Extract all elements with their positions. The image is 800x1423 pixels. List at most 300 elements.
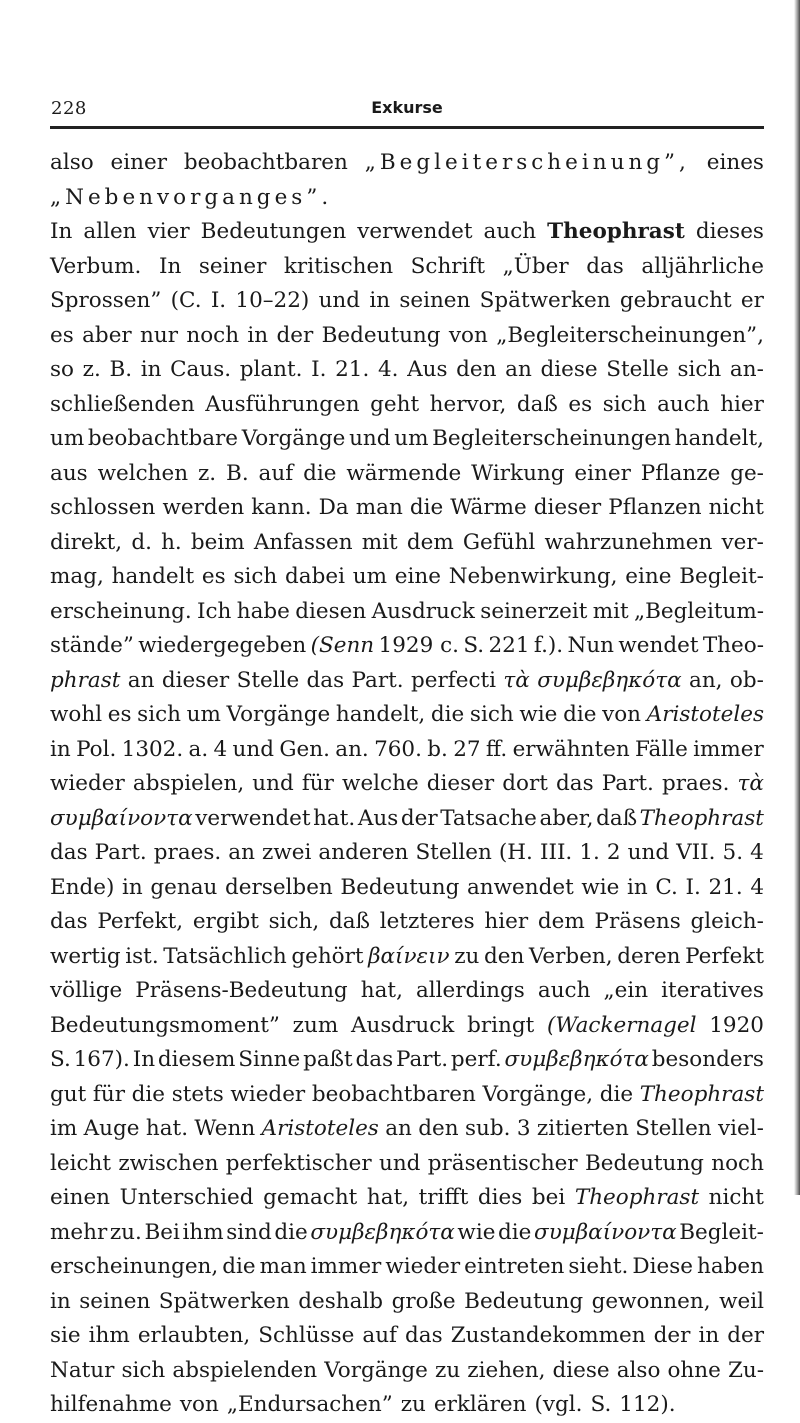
word: Aus <box>407 357 448 382</box>
word: Wenn <box>194 1116 256 1141</box>
word: schlossen <box>50 495 156 520</box>
word: (H. <box>498 840 533 865</box>
word: auch <box>483 219 537 244</box>
word: den <box>418 1116 459 1141</box>
word: Sprossen” <box>50 288 162 313</box>
word: 10–22) <box>235 288 310 313</box>
word: S. <box>50 1047 71 1072</box>
word: die <box>498 1219 532 1245</box>
word: Ausdruck <box>371 598 475 624</box>
body-text <box>50 146 764 1423</box>
word: Präsens <box>594 909 681 934</box>
word: gehört <box>291 943 364 969</box>
word: ihm <box>88 1323 130 1348</box>
word: haben <box>697 1254 764 1279</box>
word: und <box>232 736 274 762</box>
word: paßt <box>303 1047 353 1072</box>
word: erlaubten, <box>137 1323 251 1348</box>
text-line <box>50 146 764 181</box>
word: perf. <box>450 1047 502 1072</box>
word: in <box>369 288 391 313</box>
word: praes. <box>153 840 222 865</box>
word: ergibt <box>192 909 259 934</box>
word: seiner <box>198 253 267 279</box>
word: es <box>107 702 132 727</box>
word: aber <box>82 322 132 348</box>
word: 4 <box>750 840 764 865</box>
word: 3 <box>516 1116 531 1141</box>
word: Aristoteles <box>261 1116 379 1141</box>
word: S. <box>590 1392 612 1417</box>
word: nur <box>140 322 179 348</box>
word: die <box>409 495 444 520</box>
word: sie <box>50 1323 81 1348</box>
word: in <box>247 322 269 348</box>
word: beim <box>190 529 245 555</box>
word: er <box>740 288 764 313</box>
word: wieder <box>230 1081 306 1107</box>
word: zu <box>400 1392 426 1417</box>
text-line <box>50 595 764 630</box>
word: praes. <box>661 771 730 796</box>
word: seinen <box>399 288 471 313</box>
word: dabei <box>285 564 345 589</box>
word: d. <box>131 529 152 555</box>
page-number: 228 <box>51 98 87 119</box>
word: h. <box>161 529 182 555</box>
word: der <box>276 322 314 348</box>
word: z. <box>197 460 217 486</box>
word: das <box>586 253 624 279</box>
word: I. <box>210 288 227 313</box>
word: deshalb <box>298 1288 384 1314</box>
word: 21. <box>708 874 743 900</box>
word: VII. <box>676 840 716 865</box>
word: Vorgänge <box>324 1357 428 1383</box>
word: den <box>483 943 525 969</box>
word: gewonnen, <box>591 1288 711 1314</box>
word: das <box>355 1047 394 1072</box>
word: deren <box>617 943 681 969</box>
word: das <box>50 909 88 934</box>
text-line <box>50 733 764 768</box>
text-line <box>50 1250 764 1285</box>
word: also <box>50 150 94 175</box>
word: die <box>274 1219 308 1245</box>
word: seinen <box>79 1288 151 1314</box>
word: Theophrast <box>547 219 685 244</box>
word: es <box>201 564 226 589</box>
word: an <box>228 840 255 865</box>
word: συμβαίνοντα <box>534 1219 677 1245</box>
word: es <box>50 322 74 348</box>
word: kritischen <box>283 253 394 279</box>
word: συμβεβηκότα <box>504 1047 649 1072</box>
word: f.). <box>533 633 564 658</box>
word: Theophrast <box>574 1185 700 1210</box>
word: Zu- <box>727 1357 764 1383</box>
word: direkt, <box>50 529 123 555</box>
word: allerdings <box>415 978 525 1003</box>
word: mag, <box>50 564 104 589</box>
word: Begleit- <box>679 564 764 589</box>
text-line <box>50 1112 764 1147</box>
word: „Begleitum- <box>633 598 764 624</box>
text-line <box>50 836 764 871</box>
word: wohl <box>50 702 103 727</box>
word: Ich <box>197 598 232 624</box>
word: Verben, <box>528 943 613 969</box>
word: abspielenden <box>172 1357 318 1383</box>
word: anwendet <box>466 874 574 900</box>
word: 21. <box>335 357 370 382</box>
word: erklären <box>433 1392 527 1417</box>
word: „ein <box>603 978 649 1003</box>
text-line <box>50 1181 764 1216</box>
word: Fälle <box>635 736 688 762</box>
word: so <box>50 357 74 382</box>
text-line <box>50 1285 764 1320</box>
word: zwischen <box>118 1150 219 1176</box>
word: nicht <box>708 495 764 520</box>
word: zum <box>292 1012 339 1038</box>
word: um <box>394 426 429 451</box>
word: die <box>563 702 597 727</box>
word: C. <box>655 874 678 900</box>
word: habe <box>236 598 290 624</box>
word: Pflanzen <box>608 495 702 520</box>
word: 1929 c. <box>378 633 459 658</box>
word: handelt, <box>674 426 764 451</box>
word: werden <box>162 495 245 520</box>
text-line <box>50 181 764 216</box>
word: aus <box>50 460 88 486</box>
word: 1920 <box>709 1012 764 1038</box>
word: mit <box>361 529 398 555</box>
word: 760. <box>374 736 422 762</box>
word: „Begleiterscheinungen”, <box>496 322 764 348</box>
word: phrast <box>50 667 121 693</box>
word: Bedeutungsmoment” <box>50 1012 280 1038</box>
word: diesem <box>157 1047 236 1072</box>
word: zu <box>454 943 480 969</box>
word: wieder <box>385 1254 461 1279</box>
word: welchen <box>97 460 189 486</box>
word: τὰ <box>737 771 764 796</box>
text-line <box>50 664 764 699</box>
word: immer <box>310 1254 382 1279</box>
word: (vgl. <box>534 1392 583 1417</box>
word: diese <box>540 357 598 382</box>
word: dieser <box>161 667 230 693</box>
word: Zustandekommen <box>450 1323 646 1348</box>
word: diesen <box>295 598 367 624</box>
word: für <box>92 1081 125 1107</box>
word: Part. <box>94 840 147 865</box>
word: sich <box>677 357 722 382</box>
word: große <box>391 1288 456 1314</box>
text-line <box>50 1147 764 1182</box>
word: in <box>627 874 648 900</box>
word: (Wackernagel <box>546 1012 697 1038</box>
word: schließenden <box>50 391 195 417</box>
text-line <box>50 319 764 354</box>
word: die <box>599 1081 634 1107</box>
word: zu <box>435 1357 461 1383</box>
word: wie <box>581 874 620 900</box>
word: In <box>50 219 73 244</box>
word: der <box>653 1323 691 1348</box>
word: Vorgänge <box>226 702 331 727</box>
word: gleich- <box>690 909 764 934</box>
word: auch <box>657 391 710 417</box>
word: Verbum. <box>50 253 142 279</box>
word: 221 <box>488 633 530 658</box>
word: Gen. <box>279 736 330 762</box>
text-line <box>50 905 764 940</box>
word: „Nebenvorganges”. <box>50 184 333 210</box>
word: Stelle <box>236 667 300 693</box>
word: zu. <box>109 1219 142 1245</box>
word: I. <box>685 874 701 900</box>
word: hat. <box>145 1116 189 1141</box>
word: Part. <box>601 771 654 796</box>
word: man <box>355 495 403 520</box>
header-rule <box>50 126 764 129</box>
word: hier <box>720 391 764 417</box>
word: das <box>50 840 88 865</box>
word: iteratives <box>661 978 764 1003</box>
word: sich, <box>268 909 320 934</box>
word: mit <box>592 598 629 624</box>
word: Nebenwirkung, <box>448 564 618 589</box>
word: „Über <box>502 253 569 279</box>
word: Begleiterscheinungen <box>432 426 671 451</box>
word: Nun <box>567 633 615 658</box>
word: im <box>50 1116 78 1141</box>
word: einer <box>574 460 631 486</box>
word: von <box>602 702 642 727</box>
word: dieser <box>533 495 602 520</box>
word: an- <box>729 357 764 382</box>
word: und <box>252 771 294 796</box>
word: 2 <box>606 840 621 865</box>
word: 27 <box>453 736 481 762</box>
word: in <box>140 357 162 382</box>
text-line <box>50 802 764 837</box>
word: eines <box>706 150 764 175</box>
word: B. <box>226 460 249 486</box>
word: In <box>158 253 182 279</box>
text-line <box>50 940 764 975</box>
text-line <box>50 526 764 561</box>
word: hat, <box>360 978 403 1003</box>
word: hilfenahme <box>50 1392 172 1417</box>
word: weil <box>719 1288 764 1314</box>
word: Stelle <box>606 357 669 382</box>
word: ist. <box>125 943 159 969</box>
text-line <box>50 491 764 526</box>
text-line <box>50 422 764 457</box>
text-line <box>50 767 764 802</box>
word: S. <box>463 633 485 658</box>
word: Pol. <box>76 736 117 762</box>
word: Tatsächlich <box>163 943 287 969</box>
word: sich <box>137 702 181 727</box>
word: aber, <box>539 805 594 831</box>
word: an <box>127 667 155 693</box>
text-line <box>50 1354 764 1389</box>
word: immer <box>693 736 764 762</box>
word: Bedeutung <box>584 1150 704 1176</box>
word: an <box>385 1116 412 1141</box>
word: 4 <box>750 874 764 900</box>
word: sich <box>233 564 278 589</box>
word: gebraucht <box>619 288 732 313</box>
word: sieht. <box>568 1254 629 1279</box>
word: eine <box>625 564 672 589</box>
word: anderen <box>318 840 409 865</box>
word: ver- <box>721 529 764 555</box>
word: einer <box>110 150 167 175</box>
word: dem <box>406 529 454 555</box>
word: ihm <box>182 1219 224 1245</box>
text-line <box>50 215 764 250</box>
word: 1302. <box>121 736 184 762</box>
word: an. <box>335 736 369 762</box>
word: dieses <box>695 219 764 244</box>
word: Bedeutung <box>340 874 460 900</box>
word: und <box>349 426 391 451</box>
word: Bei <box>144 1219 180 1245</box>
word: συμβεβηκότα <box>310 1219 455 1245</box>
word: abspielen, <box>132 771 245 796</box>
word: von <box>179 1392 219 1417</box>
word: welche <box>342 771 419 796</box>
word: in <box>698 1323 720 1348</box>
word: perfecti <box>411 667 497 693</box>
word: συμβεβηκότα <box>537 667 682 693</box>
word: stets <box>171 1081 224 1107</box>
word: daß <box>516 391 558 417</box>
word: Pflanze <box>640 460 721 486</box>
word: sich <box>121 1357 166 1383</box>
text-line <box>50 1216 764 1251</box>
word: erscheinungen, <box>50 1254 219 1279</box>
word: Perfekt, <box>97 909 184 934</box>
word: 1. <box>579 840 600 865</box>
word: gemacht <box>263 1185 358 1210</box>
word: der <box>727 1323 764 1348</box>
word: trifft <box>418 1185 469 1210</box>
word: alljährliche <box>641 253 764 279</box>
word: βαίνειν <box>368 943 450 969</box>
text-line <box>50 457 764 492</box>
word: z. <box>82 357 101 382</box>
word: handelt, <box>335 702 426 727</box>
word: wahrzunehmen <box>544 529 713 555</box>
word: beobachtbaren <box>183 150 348 175</box>
word: Bedeutungen <box>200 219 347 244</box>
word: Ausführungen <box>205 391 360 417</box>
word: I. <box>311 357 327 382</box>
word: 112). <box>619 1392 676 1417</box>
word: wärmende <box>346 460 462 486</box>
word: die <box>303 460 337 486</box>
word: an, <box>689 667 723 693</box>
word: hat. <box>313 805 356 831</box>
word: handelt <box>111 564 195 589</box>
word: verwendet <box>195 805 311 831</box>
word: die <box>131 1081 166 1107</box>
word: (Senn <box>310 633 375 658</box>
word: geht <box>370 391 420 417</box>
text-line <box>50 1009 764 1044</box>
word: b. <box>427 736 448 762</box>
word: letzteres <box>379 909 475 934</box>
word: daß <box>329 909 370 934</box>
word: Ausdruck <box>350 1012 455 1038</box>
word: das <box>405 1323 443 1348</box>
word: Wärme <box>450 495 527 520</box>
word: daß <box>596 805 638 831</box>
word: auf <box>362 1323 398 1348</box>
word: Caus. <box>170 357 232 382</box>
word: Aristoteles <box>646 702 764 727</box>
text-line <box>50 1078 764 1113</box>
word: den <box>456 357 497 382</box>
word: auf <box>258 460 294 486</box>
word: völlige <box>50 978 123 1003</box>
word: dies <box>477 1185 523 1210</box>
word: 4. <box>377 357 399 382</box>
word: erwähnten <box>512 736 630 762</box>
word: Stellen <box>415 840 492 865</box>
word: die <box>222 1254 256 1279</box>
word: Stellen <box>635 1116 712 1141</box>
word: Präsens-Bedeutung <box>135 978 348 1003</box>
word: gut <box>50 1081 87 1107</box>
word: um <box>186 702 221 727</box>
word: derselben <box>225 874 333 900</box>
word: B. <box>109 357 133 382</box>
word: für <box>301 771 334 796</box>
word: beobachtbaren <box>311 1081 476 1107</box>
word: Tatsache <box>440 805 537 831</box>
word: stände” <box>50 633 134 658</box>
word: noch <box>711 1150 764 1176</box>
word: mehr <box>50 1219 108 1245</box>
word: ff. <box>485 736 508 762</box>
word: der <box>400 805 438 831</box>
word: Perfekt <box>685 943 764 969</box>
word: und <box>627 840 670 865</box>
word: eintreten <box>464 1254 565 1279</box>
word: Aus <box>357 805 399 831</box>
word: ohne <box>667 1357 721 1383</box>
word: sich <box>602 391 647 417</box>
word: Part. <box>351 667 404 693</box>
word: Unterschied <box>119 1185 254 1210</box>
word: III. <box>539 840 573 865</box>
word: beobachtbare <box>87 426 239 451</box>
word: Vorgänge <box>241 426 346 451</box>
word: συμβαίνοντα <box>50 805 193 831</box>
word: in <box>50 736 71 762</box>
text-line <box>50 698 764 733</box>
word: wendet <box>618 633 699 658</box>
word: dort <box>502 771 548 796</box>
